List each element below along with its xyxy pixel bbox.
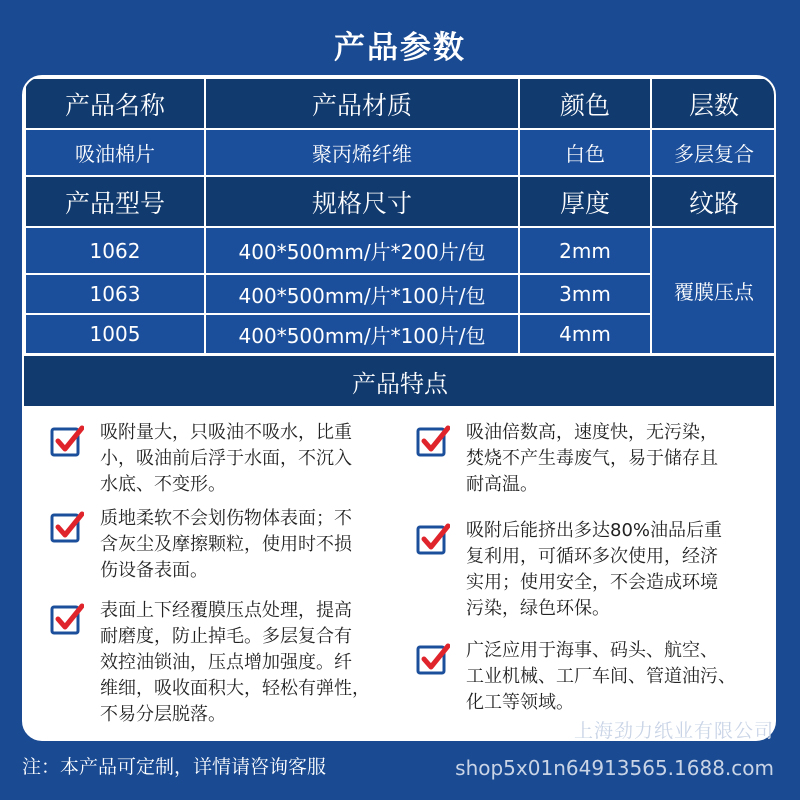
header-cell: 颜色 [519, 78, 651, 129]
table-row [25, 129, 776, 176]
header-cell: 产品材质 [205, 78, 519, 129]
header-cell: 纹路 [651, 176, 776, 227]
feature-item [50, 506, 352, 584]
features-title: 产品特点 [24, 354, 776, 406]
table-row [25, 227, 776, 274]
header-cell: 厚度 [519, 176, 651, 227]
size-cell: 400*500mm/片*200片/包 [205, 227, 519, 274]
feature-text: 广泛应用于海事、码头、航空、 工业机械、工厂车间、管道油污、 化工等领域。 [466, 640, 736, 713]
header-cell: 产品名称 [25, 78, 205, 129]
feature-item [416, 638, 736, 716]
table-cell: 多层复合 [651, 129, 776, 176]
company-watermark: 上海劲力纸业有限公司 [573, 720, 774, 742]
texture-cell: 覆膜压点 [651, 227, 776, 354]
feature-text: 吸附量大，只吸油不吸水，比重 小，吸油前后浮于水面，不沉入 水底、不变形。 [100, 422, 352, 495]
thickness-cell: 2mm [519, 227, 651, 274]
model-cell: 1062 [25, 227, 205, 274]
table-cell: 聚丙烯纤维 [205, 129, 519, 176]
table-header-row [25, 78, 776, 129]
checkbox-icon [416, 642, 450, 676]
feature-item [50, 598, 370, 728]
feature-text: 吸附后能挤出多达80%油品后重 复利用，可循环多次使用，经济 实用；使用安全，不会造成环境 污染，绿色环保。 [466, 520, 723, 619]
size-cell: 400*500mm/片*100片/包 [205, 274, 519, 314]
checkbox-icon [50, 602, 84, 636]
feature-item [416, 420, 718, 498]
checkbox-icon [50, 424, 84, 458]
checkbox-icon [50, 510, 84, 544]
feature-text: 质地柔软不会划伤物体表面；不 含灰尘及摩擦颗粒，使用时不损 伤设备表面。 [100, 508, 352, 581]
spec-card [22, 75, 776, 741]
shop-url-watermark: shop5x01n64913565.1688.com [455, 756, 774, 780]
table-cell: 吸油棉片 [25, 129, 205, 176]
model-cell: 1063 [25, 274, 205, 314]
page-title: 产品参数 [334, 30, 466, 66]
size-cell: 400*500mm/片*100片/包 [205, 314, 519, 354]
model-cell: 1005 [25, 314, 205, 354]
checkbox-icon [416, 424, 450, 458]
table-cell: 白色 [519, 129, 651, 176]
feature-text: 吸油倍数高，速度快，无污染， 焚烧不产生毒废气，易于储存且 耐高温。 [466, 422, 718, 495]
spec-table [24, 77, 776, 355]
feature-item [416, 518, 722, 622]
header-cell: 层数 [651, 78, 776, 129]
feature-text: 表面上下经覆膜压点处理，提高 耐磨度，防止掉毛。多层复合有 效控油锁油，压点增加强度。纤 维细，吸收面积大，轻松有弹性， 不易分层脱落。 [100, 600, 370, 725]
checkbox-icon [416, 522, 450, 556]
header-cell: 规格尺寸 [205, 176, 519, 227]
thickness-cell: 3mm [519, 274, 651, 314]
feature-item [50, 420, 352, 498]
custom-note: 注：本产品可定制，详情请咨询客服 [22, 756, 327, 778]
features-panel [24, 406, 776, 741]
header-cell: 产品型号 [25, 176, 205, 227]
table-header-row [25, 176, 776, 227]
thickness-cell: 4mm [519, 314, 651, 354]
